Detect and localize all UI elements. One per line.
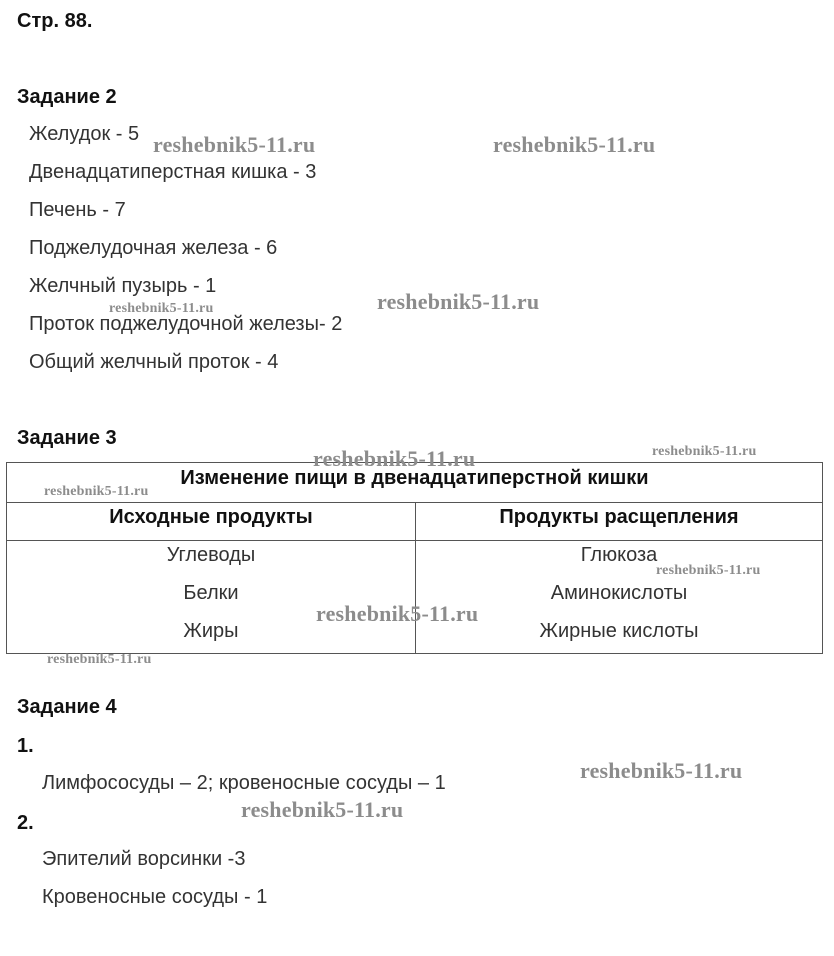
watermark: reshebnik5-11.ru <box>580 758 743 783</box>
watermark: reshebnik5-11.ru <box>109 301 214 316</box>
list-item: Желчный пузырь - 1 <box>29 275 217 297</box>
watermark: reshebnik5-11.ru <box>316 601 479 626</box>
task4-part2-line: Эпителий ворсинки -3 <box>42 848 246 870</box>
table-cell: Жирные кислоты <box>539 620 699 642</box>
watermark: reshebnik5-11.ru <box>44 484 149 499</box>
list-item: Печень - 7 <box>29 199 126 221</box>
task4-part2-line: Кровеносные сосуды - 1 <box>42 886 268 908</box>
table-cell: Жиры <box>183 620 239 642</box>
table-cell: Белки <box>183 582 239 604</box>
list-item: Общий желчный проток - 4 <box>29 351 279 373</box>
list-item: Двенадцатиперстная кишка - 3 <box>29 161 317 183</box>
list-item: Поджелудочная железа - 6 <box>29 237 278 259</box>
task3-heading: Задание 3 <box>17 427 117 449</box>
table-title: Изменение пищи в двенадцатиперстной кишки <box>180 467 649 489</box>
page-label: Стр. 88. <box>17 10 93 32</box>
watermark: reshebnik5-11.ru <box>241 797 404 822</box>
watermark: reshebnik5-11.ru <box>652 444 757 459</box>
column-header-products: Продукты расщепления <box>499 506 739 528</box>
task2-heading: Задание 2 <box>17 86 117 108</box>
watermark: reshebnik5-11.ru <box>377 289 540 314</box>
watermark: reshebnik5-11.ru <box>656 563 761 578</box>
task4-part2-number: 2. <box>17 812 34 834</box>
task4-part1-line: Лимфососуды – 2; кровеносные сосуды – 1 <box>42 772 446 794</box>
table-cell: Углеводы <box>166 544 256 566</box>
task4-heading: Задание 4 <box>17 696 117 718</box>
watermark: reshebnik5-11.ru <box>153 132 316 157</box>
watermark: reshebnik5-11.ru <box>493 132 656 157</box>
list-item: Проток поджелудочной железы- 2 <box>29 313 343 335</box>
watermark: reshebnik5-11.ru <box>313 446 476 471</box>
table-cell: Аминокислоты <box>550 582 688 604</box>
watermark: reshebnik5-11.ru <box>47 652 152 667</box>
table-cell: Глюкоза <box>580 544 658 566</box>
list-item: Желудок - 5 <box>29 123 140 145</box>
column-header-source: Исходные продукты <box>109 506 313 528</box>
task4-part1-number: 1. <box>17 735 34 757</box>
